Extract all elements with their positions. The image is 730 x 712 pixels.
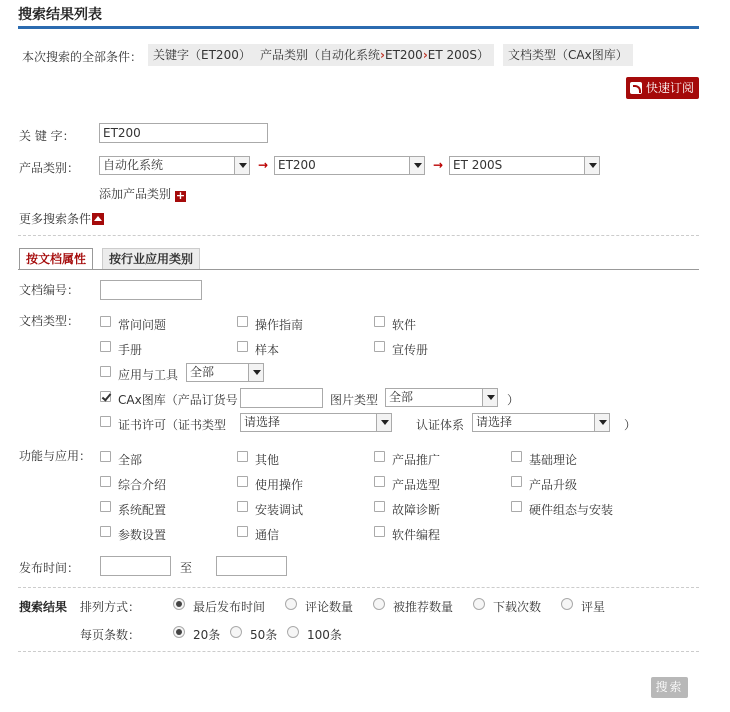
sort-radio-downloads[interactable] xyxy=(473,598,485,610)
checkbox-function[interactable] xyxy=(374,476,385,487)
function-item-label: 硬件组态与安装 xyxy=(529,503,614,517)
checkbox-function[interactable] xyxy=(237,451,248,462)
condition-product-chip: 产品类别（自动化系统›ET200›ET 200S） xyxy=(255,44,494,66)
category-select-1[interactable]: 自动化系统 xyxy=(99,156,250,175)
tab-doc-attributes[interactable]: 按文档属性 xyxy=(19,248,93,270)
keyword-label: 关 键 字： xyxy=(19,129,75,143)
sort-radio-rating[interactable] xyxy=(561,598,573,610)
function-label: 功能与应用： xyxy=(19,449,92,463)
date-label: 发布时间： xyxy=(19,561,80,575)
chevron-down-icon xyxy=(409,157,424,174)
checkbox-sample-label: 样本 xyxy=(255,343,280,357)
date-to-label: 至 xyxy=(180,561,193,575)
checkbox-function[interactable] xyxy=(374,451,385,462)
cert-type-select[interactable]: 请选择 xyxy=(240,413,392,432)
cert-system-label: 认证体系 xyxy=(416,418,465,432)
checkbox-cert[interactable] xyxy=(100,416,111,427)
function-item-label: 全部 xyxy=(118,453,143,467)
checkbox-apps-tools-label: 应用与工具 xyxy=(118,368,179,382)
checkbox-function[interactable] xyxy=(374,526,385,537)
search-button[interactable]: 搜索 xyxy=(651,677,688,698)
checkbox-function[interactable] xyxy=(511,501,522,512)
per-page-option-label: 100条 xyxy=(307,628,342,642)
sort-option-label: 评星 xyxy=(581,600,606,614)
divider xyxy=(18,587,699,588)
condition-keyword-chip: 关键字（ET200） xyxy=(148,44,256,66)
checkbox-function[interactable] xyxy=(374,501,385,512)
category-select-3[interactable]: ET 200S xyxy=(449,156,600,175)
checkbox-cax[interactable] xyxy=(100,391,111,402)
divider xyxy=(18,235,699,236)
doc-number-label: 文档编号： xyxy=(19,283,80,297)
sort-radio-latest[interactable] xyxy=(173,598,185,610)
condition-doctype-chip: 文档类型（CAx图库） xyxy=(503,44,633,66)
per-page-radio-100[interactable] xyxy=(287,626,299,638)
sort-option-label: 下载次数 xyxy=(493,600,542,614)
function-item-label: 故障诊断 xyxy=(392,503,441,517)
function-item-label: 系统配置 xyxy=(118,503,167,517)
function-item-label: 参数设置 xyxy=(118,528,167,542)
date-to-input[interactable] xyxy=(216,556,287,576)
checkbox-brochure[interactable] xyxy=(374,341,385,352)
sort-radio-recommended[interactable] xyxy=(373,598,385,610)
divider xyxy=(18,651,699,652)
function-item-label: 产品选型 xyxy=(392,478,441,492)
checkbox-function[interactable] xyxy=(237,526,248,537)
apps-tools-select[interactable]: 全部 xyxy=(186,363,264,382)
checkbox-software-label: 软件 xyxy=(392,318,417,332)
checkbox-function[interactable] xyxy=(511,451,522,462)
checkbox-function[interactable] xyxy=(100,451,111,462)
arrow-right-icon: → xyxy=(258,158,269,172)
cert-close-paren: ） xyxy=(624,418,637,432)
doc-type-label: 文档类型： xyxy=(19,314,80,328)
chevron-down-icon xyxy=(482,389,497,406)
quick-subscribe-button[interactable]: 快速订阅 xyxy=(626,77,699,99)
rss-icon xyxy=(630,82,642,94)
collapse-up-icon xyxy=(92,213,104,225)
chevron-down-icon xyxy=(234,157,249,174)
cert-system-select[interactable]: 请选择 xyxy=(472,413,610,432)
date-from-input[interactable] xyxy=(100,556,171,576)
page-title: 搜索结果列表 xyxy=(18,7,102,23)
conditions-label: 本次搜索的全部条件： xyxy=(22,50,143,64)
cax-label: CAx图库（产品订货号 xyxy=(118,393,238,407)
sort-option-label: 最后发布时间 xyxy=(193,600,266,614)
sort-label: 排列方式： xyxy=(80,600,141,614)
checkbox-function[interactable] xyxy=(237,501,248,512)
pic-type-label: 图片类型 xyxy=(330,393,379,407)
category-select-2[interactable]: ET200 xyxy=(274,156,425,175)
sort-radio-comments[interactable] xyxy=(285,598,297,610)
chevron-down-icon xyxy=(584,157,599,174)
per-page-radio-50[interactable] xyxy=(230,626,242,638)
function-item-label: 产品推广 xyxy=(392,453,441,467)
chevron-down-icon xyxy=(248,364,263,381)
checkbox-manual-label: 手册 xyxy=(118,343,143,357)
tab-underline xyxy=(18,269,699,270)
more-conditions-toggle[interactable]: 更多搜索条件 xyxy=(19,210,104,227)
checkbox-brochure-label: 宣传册 xyxy=(392,343,429,357)
checkbox-function[interactable] xyxy=(100,501,111,512)
function-item-label: 基础理论 xyxy=(529,453,578,467)
checkbox-function[interactable] xyxy=(100,526,111,537)
category-label: 产品类别： xyxy=(19,161,80,175)
function-item-label: 其他 xyxy=(255,453,280,467)
tab-industry-category[interactable]: 按行业应用类别 xyxy=(102,248,200,270)
function-item-label: 产品升级 xyxy=(529,478,578,492)
add-category-link[interactable]: 添加产品类别 + xyxy=(99,187,186,202)
per-page-option-label: 50条 xyxy=(250,628,278,642)
cax-close-paren: ） xyxy=(507,393,520,407)
chevron-down-icon xyxy=(376,414,391,431)
checkbox-function[interactable] xyxy=(100,476,111,487)
doc-number-input[interactable] xyxy=(100,280,202,300)
per-page-label: 每页条数： xyxy=(80,628,141,642)
checkbox-guide[interactable] xyxy=(237,316,248,327)
checkbox-manual[interactable] xyxy=(100,341,111,352)
results-label: 搜索结果 xyxy=(19,600,68,614)
cert-label: 证书许可（证书类型 xyxy=(118,418,227,432)
per-page-radio-20[interactable] xyxy=(173,626,185,638)
chevron-down-icon xyxy=(594,414,609,431)
function-item-label: 软件编程 xyxy=(392,528,441,542)
order-number-input[interactable] xyxy=(240,388,323,408)
keyword-input[interactable]: ET200 xyxy=(99,123,268,143)
checkbox-software[interactable] xyxy=(374,316,385,327)
function-item-label: 综合介绍 xyxy=(118,478,167,492)
pic-type-select[interactable]: 全部 xyxy=(385,388,498,407)
sort-option-label: 被推荐数量 xyxy=(393,600,454,614)
checkbox-faq-label: 常问问题 xyxy=(118,318,167,332)
arrow-right-icon: → xyxy=(433,158,444,172)
checkbox-faq[interactable] xyxy=(100,316,111,327)
function-item-label: 使用操作 xyxy=(255,478,304,492)
plus-icon: + xyxy=(175,189,186,202)
function-item-label: 通信 xyxy=(255,528,280,542)
checkbox-guide-label: 操作指南 xyxy=(255,318,304,332)
checkbox-function[interactable] xyxy=(237,476,248,487)
checkbox-apps-tools[interactable] xyxy=(100,366,111,377)
function-item-label: 安装调试 xyxy=(255,503,304,517)
checkbox-function[interactable] xyxy=(511,476,522,487)
title-underline xyxy=(18,26,699,29)
sort-option-label: 评论数量 xyxy=(305,600,354,614)
per-page-option-label: 20条 xyxy=(193,628,221,642)
checkbox-sample[interactable] xyxy=(237,341,248,352)
